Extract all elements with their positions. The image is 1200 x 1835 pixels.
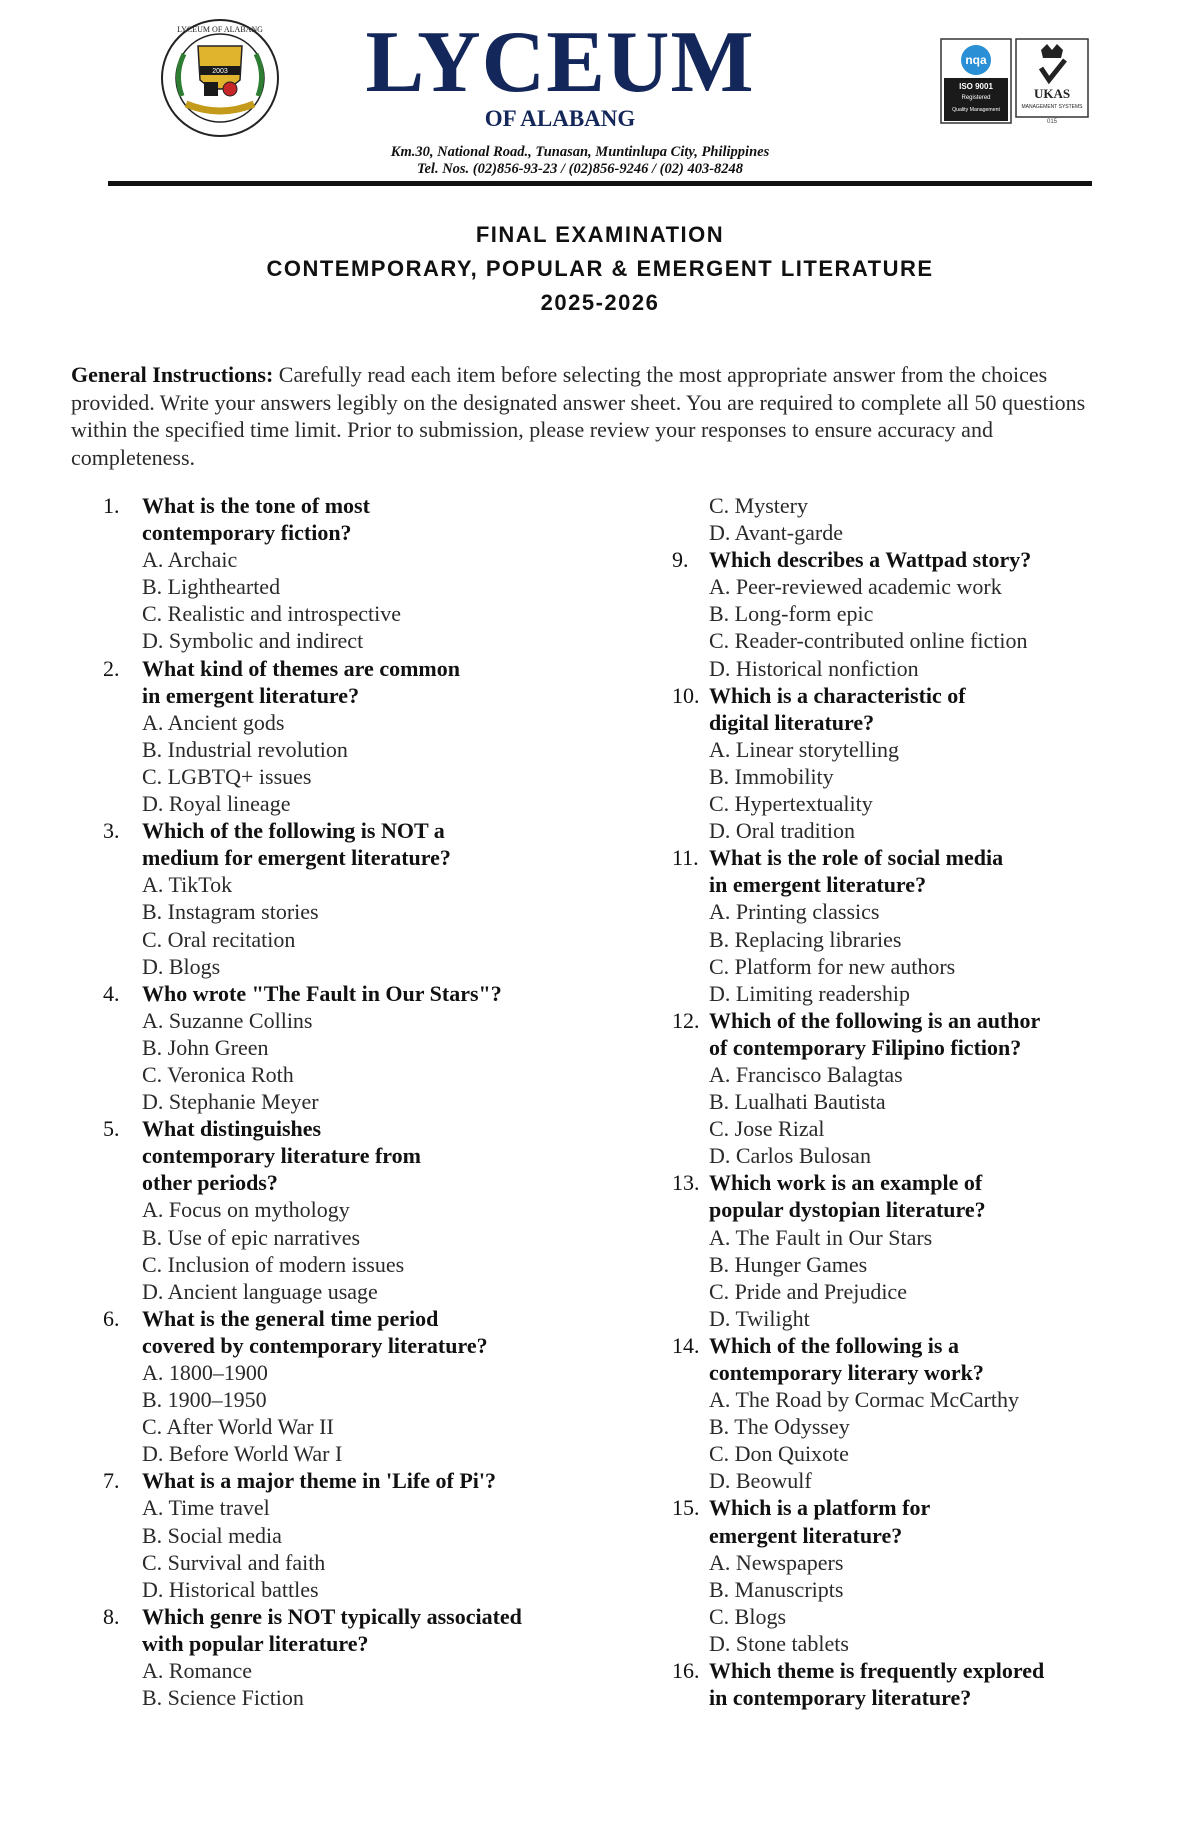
answer-option: A. Time travel <box>142 1495 270 1521</box>
exam-year: 2025-2026 <box>540 290 660 315</box>
answer-option: B. Lualhati Bautista <box>709 1089 886 1115</box>
question-number: 15. <box>672 1495 700 1521</box>
question-item <box>672 546 1102 681</box>
answer-option: A. Archaic <box>142 547 238 573</box>
nqa-registered-text: Registered <box>961 95 991 101</box>
question-text: medium for emergent literature? <box>142 845 451 871</box>
question-item <box>103 1603 573 1711</box>
answer-option: D. Symbolic and indirect <box>142 628 364 654</box>
question-text: What is the role of social media <box>709 845 1004 871</box>
question-text: popular dystopian literature? <box>709 1197 986 1223</box>
question-number: 7. <box>103 1468 120 1494</box>
answer-option: C. Inclusion of modern issues <box>142 1251 405 1277</box>
answer-option: C. Mystery <box>709 493 808 518</box>
answer-option: B. Social media <box>142 1522 282 1548</box>
question-text: Which of the following is an author <box>709 1007 1041 1033</box>
answer-option: C. Pride and Prejudice <box>709 1278 907 1304</box>
answer-option: D. Oral tradition <box>709 818 856 844</box>
question-text: emergent literature? <box>709 1522 903 1548</box>
nqa-quality-text: Quality Management <box>952 107 1000 113</box>
answer-option: C. Reader-contributed online fiction <box>709 628 1028 654</box>
question-text: Which work is an example of <box>709 1170 983 1196</box>
address-line: Km.30, National Road., Tunasan, Muntinlupa City, Philippines <box>390 144 770 160</box>
answer-option: B. Replacing libraries <box>709 926 902 952</box>
question-item <box>672 1657 1102 1711</box>
question-item <box>103 980 573 1115</box>
questions-column-right <box>672 492 1102 1711</box>
answer-option: C. LGBTQ+ issues <box>142 763 312 789</box>
answer-option: D. Before World War I <box>142 1441 343 1467</box>
question-item <box>672 844 1102 1007</box>
answer-option: C. Blogs <box>709 1603 787 1629</box>
question-item <box>672 682 1102 845</box>
question-text: Which of the following is NOT a <box>142 818 445 844</box>
school-name: LYCEUM <box>365 14 755 111</box>
answer-option: A. Focus on mythology <box>142 1197 350 1223</box>
answer-option: A. Ancient gods <box>142 709 285 735</box>
question-number: 11. <box>672 845 699 871</box>
answer-option: A. Linear storytelling <box>709 736 900 762</box>
question-number: 5. <box>103 1116 120 1142</box>
question-text: in emergent literature? <box>709 872 927 898</box>
general-instructions <box>71 361 1091 471</box>
seal-text: LYCEUM OF ALABANG <box>177 25 263 34</box>
header-divider <box>108 181 1092 186</box>
answer-option: B. John Green <box>142 1034 269 1060</box>
answer-option: A. Francisco Balagtas <box>709 1061 903 1087</box>
answer-option: A. Printing classics <box>709 899 880 925</box>
answer-option: B. Use of epic narratives <box>142 1224 361 1250</box>
answer-option: D. Carlos Bulosan <box>709 1143 871 1169</box>
question-item <box>103 1305 573 1468</box>
question-text: Who wrote "The Fault in Our Stars"? <box>142 980 502 1006</box>
answer-option: D. Royal lineage <box>142 791 291 817</box>
question-text: digital literature? <box>709 709 875 735</box>
answer-option: D. Historical nonfiction <box>709 655 919 681</box>
question-text: What distinguishes <box>142 1116 322 1142</box>
answer-option: D. Ancient language usage <box>142 1278 378 1304</box>
answer-option: A. 1800–1900 <box>142 1360 268 1385</box>
seal-year: 2003 <box>212 68 228 75</box>
question-text: in emergent literature? <box>142 682 360 708</box>
answer-option: C. Don Quixote <box>709 1441 849 1467</box>
question-text: Which genre is NOT typically associated <box>142 1603 522 1629</box>
answer-option: A. Suzanne Collins <box>142 1007 313 1033</box>
question-text: of contemporary Filipino fiction? <box>709 1034 1022 1060</box>
question-text: contemporary literature from <box>142 1143 421 1169</box>
answer-option: B. Hunger Games <box>709 1251 868 1277</box>
question-text: Which is a characteristic of <box>709 682 966 708</box>
answer-option: B. Science Fiction <box>142 1685 304 1711</box>
answer-option: D. Historical battles <box>142 1576 319 1602</box>
answer-option: B. Long-form epic <box>709 601 874 627</box>
answer-option: A. TikTok <box>142 872 233 898</box>
question-text: Which of the following is a <box>709 1332 959 1358</box>
answer-option: B. Instagram stories <box>142 899 319 925</box>
answer-option: B. Lighthearted <box>142 574 281 600</box>
question-text: What is a major theme in 'Life of Pi'? <box>142 1468 496 1494</box>
answer-option: C. Veronica Roth <box>142 1061 294 1087</box>
school-subname: OF ALABANG <box>484 106 636 131</box>
ukas-text: UKAS <box>1033 86 1071 101</box>
letterhead <box>0 0 1200 185</box>
answer-option: D. Stone tablets <box>709 1630 849 1656</box>
answer-option: A. Newspapers <box>709 1549 844 1575</box>
ukas-certification-icon <box>1015 38 1089 124</box>
nqa-certification-icon <box>940 38 1012 124</box>
question-text: with popular literature? <box>142 1630 369 1656</box>
nqa-logo-text: nqa <box>965 53 987 67</box>
question-number: 4. <box>103 980 120 1006</box>
answer-option: D. Blogs <box>142 953 221 979</box>
answer-option: C. Hypertextuality <box>709 791 873 817</box>
question-number: 10. <box>672 682 700 708</box>
answer-option: C. Jose Rizal <box>709 1116 825 1142</box>
question-item <box>103 1467 573 1602</box>
question-item <box>672 1494 1102 1657</box>
question-number: 16. <box>672 1658 700 1684</box>
question-item <box>103 817 573 980</box>
nqa-iso-text: ISO 9001 <box>959 82 993 91</box>
question-text: covered by contemporary literature? <box>142 1332 488 1358</box>
answer-option: B. Manuscripts <box>709 1576 844 1602</box>
instructions-label: General Instructions: <box>71 362 274 387</box>
exam-subject: CONTEMPORARY, POPULAR & EMERGENT LITERATURE <box>266 256 934 281</box>
question-item <box>672 1007 1102 1170</box>
question-text: contemporary fiction? <box>142 520 352 546</box>
phone-line: Tel. Nos. (02)856-93-23 / (02)856-9246 / (02) 403-8248 <box>416 161 744 177</box>
question-text: What is the general time period <box>142 1305 439 1331</box>
answer-option: D. Beowulf <box>709 1468 812 1494</box>
instructions-text: Carefully read each item before selecting the most appropriate answer from the choices provided. Write your answers legibly on the designated answer sheet. You are required to complete all 50 questions within the specified time limit. Prior to submission, please review your responses to ensure accuracy and completeness. <box>71 362 1086 470</box>
question-text: contemporary literary work? <box>709 1360 984 1385</box>
answer-option: C. Platform for new authors <box>709 953 956 979</box>
ukas-sub-text: MANAGEMENT SYSTEMS <box>1021 104 1083 110</box>
answer-option: B. 1900–1950 <box>142 1387 267 1413</box>
school-brand <box>330 14 790 132</box>
question-number: 1. <box>103 493 120 518</box>
answer-option: D. Limiting readership <box>709 980 911 1006</box>
question-number: 13. <box>672 1170 700 1196</box>
school-address <box>260 144 900 178</box>
question-text: Which describes a Wattpad story? <box>709 547 1032 573</box>
answer-option: A. The Road by Cormac McCarthy <box>709 1387 1019 1413</box>
answer-option: A. Romance <box>142 1658 252 1684</box>
answer-option: C. After World War II <box>142 1414 334 1440</box>
question-text: other periods? <box>142 1170 278 1196</box>
answer-option: D. Avant-garde <box>709 520 843 546</box>
question-number: 2. <box>103 655 120 681</box>
question-item <box>672 1169 1102 1332</box>
question-item <box>103 492 573 655</box>
school-seal-icon <box>160 18 280 138</box>
question-number: 12. <box>672 1007 700 1033</box>
ukas-code: 015 <box>1046 119 1058 124</box>
question-number: 9. <box>672 547 689 573</box>
question-item <box>103 655 573 818</box>
exam-titles <box>0 218 1200 320</box>
exam-title: FINAL EXAMINATION <box>475 222 725 247</box>
answer-option: A. Peer-reviewed academic work <box>709 574 1002 600</box>
question-text: Which theme is frequently explored <box>709 1658 1045 1684</box>
answer-option: B. Industrial revolution <box>142 736 348 762</box>
answer-option: C. Survival and faith <box>142 1549 326 1575</box>
question-number: 3. <box>103 818 120 844</box>
question-text: What is the tone of most <box>142 493 370 518</box>
question-item <box>672 1332 1102 1495</box>
questions-column-left <box>103 492 573 1711</box>
question-text: What kind of themes are common <box>142 655 460 681</box>
answer-option: B. The Odyssey <box>709 1414 850 1440</box>
question-text: Which is a platform for <box>709 1495 931 1521</box>
question-text: in contemporary literature? <box>709 1685 972 1711</box>
answer-option: C. Realistic and introspective <box>142 601 402 627</box>
question-number: 8. <box>103 1603 120 1629</box>
question-number: 14. <box>672 1332 700 1358</box>
question-number: 6. <box>103 1305 120 1331</box>
answer-option: D. Twilight <box>709 1305 810 1331</box>
answer-option: C. Oral recitation <box>142 926 296 952</box>
answer-option: B. Immobility <box>709 763 834 789</box>
answer-option: D. Stephanie Meyer <box>142 1089 319 1115</box>
question-continuation <box>672 492 1102 546</box>
answer-option: A. The Fault in Our Stars <box>709 1224 933 1250</box>
question-item <box>103 1115 573 1305</box>
